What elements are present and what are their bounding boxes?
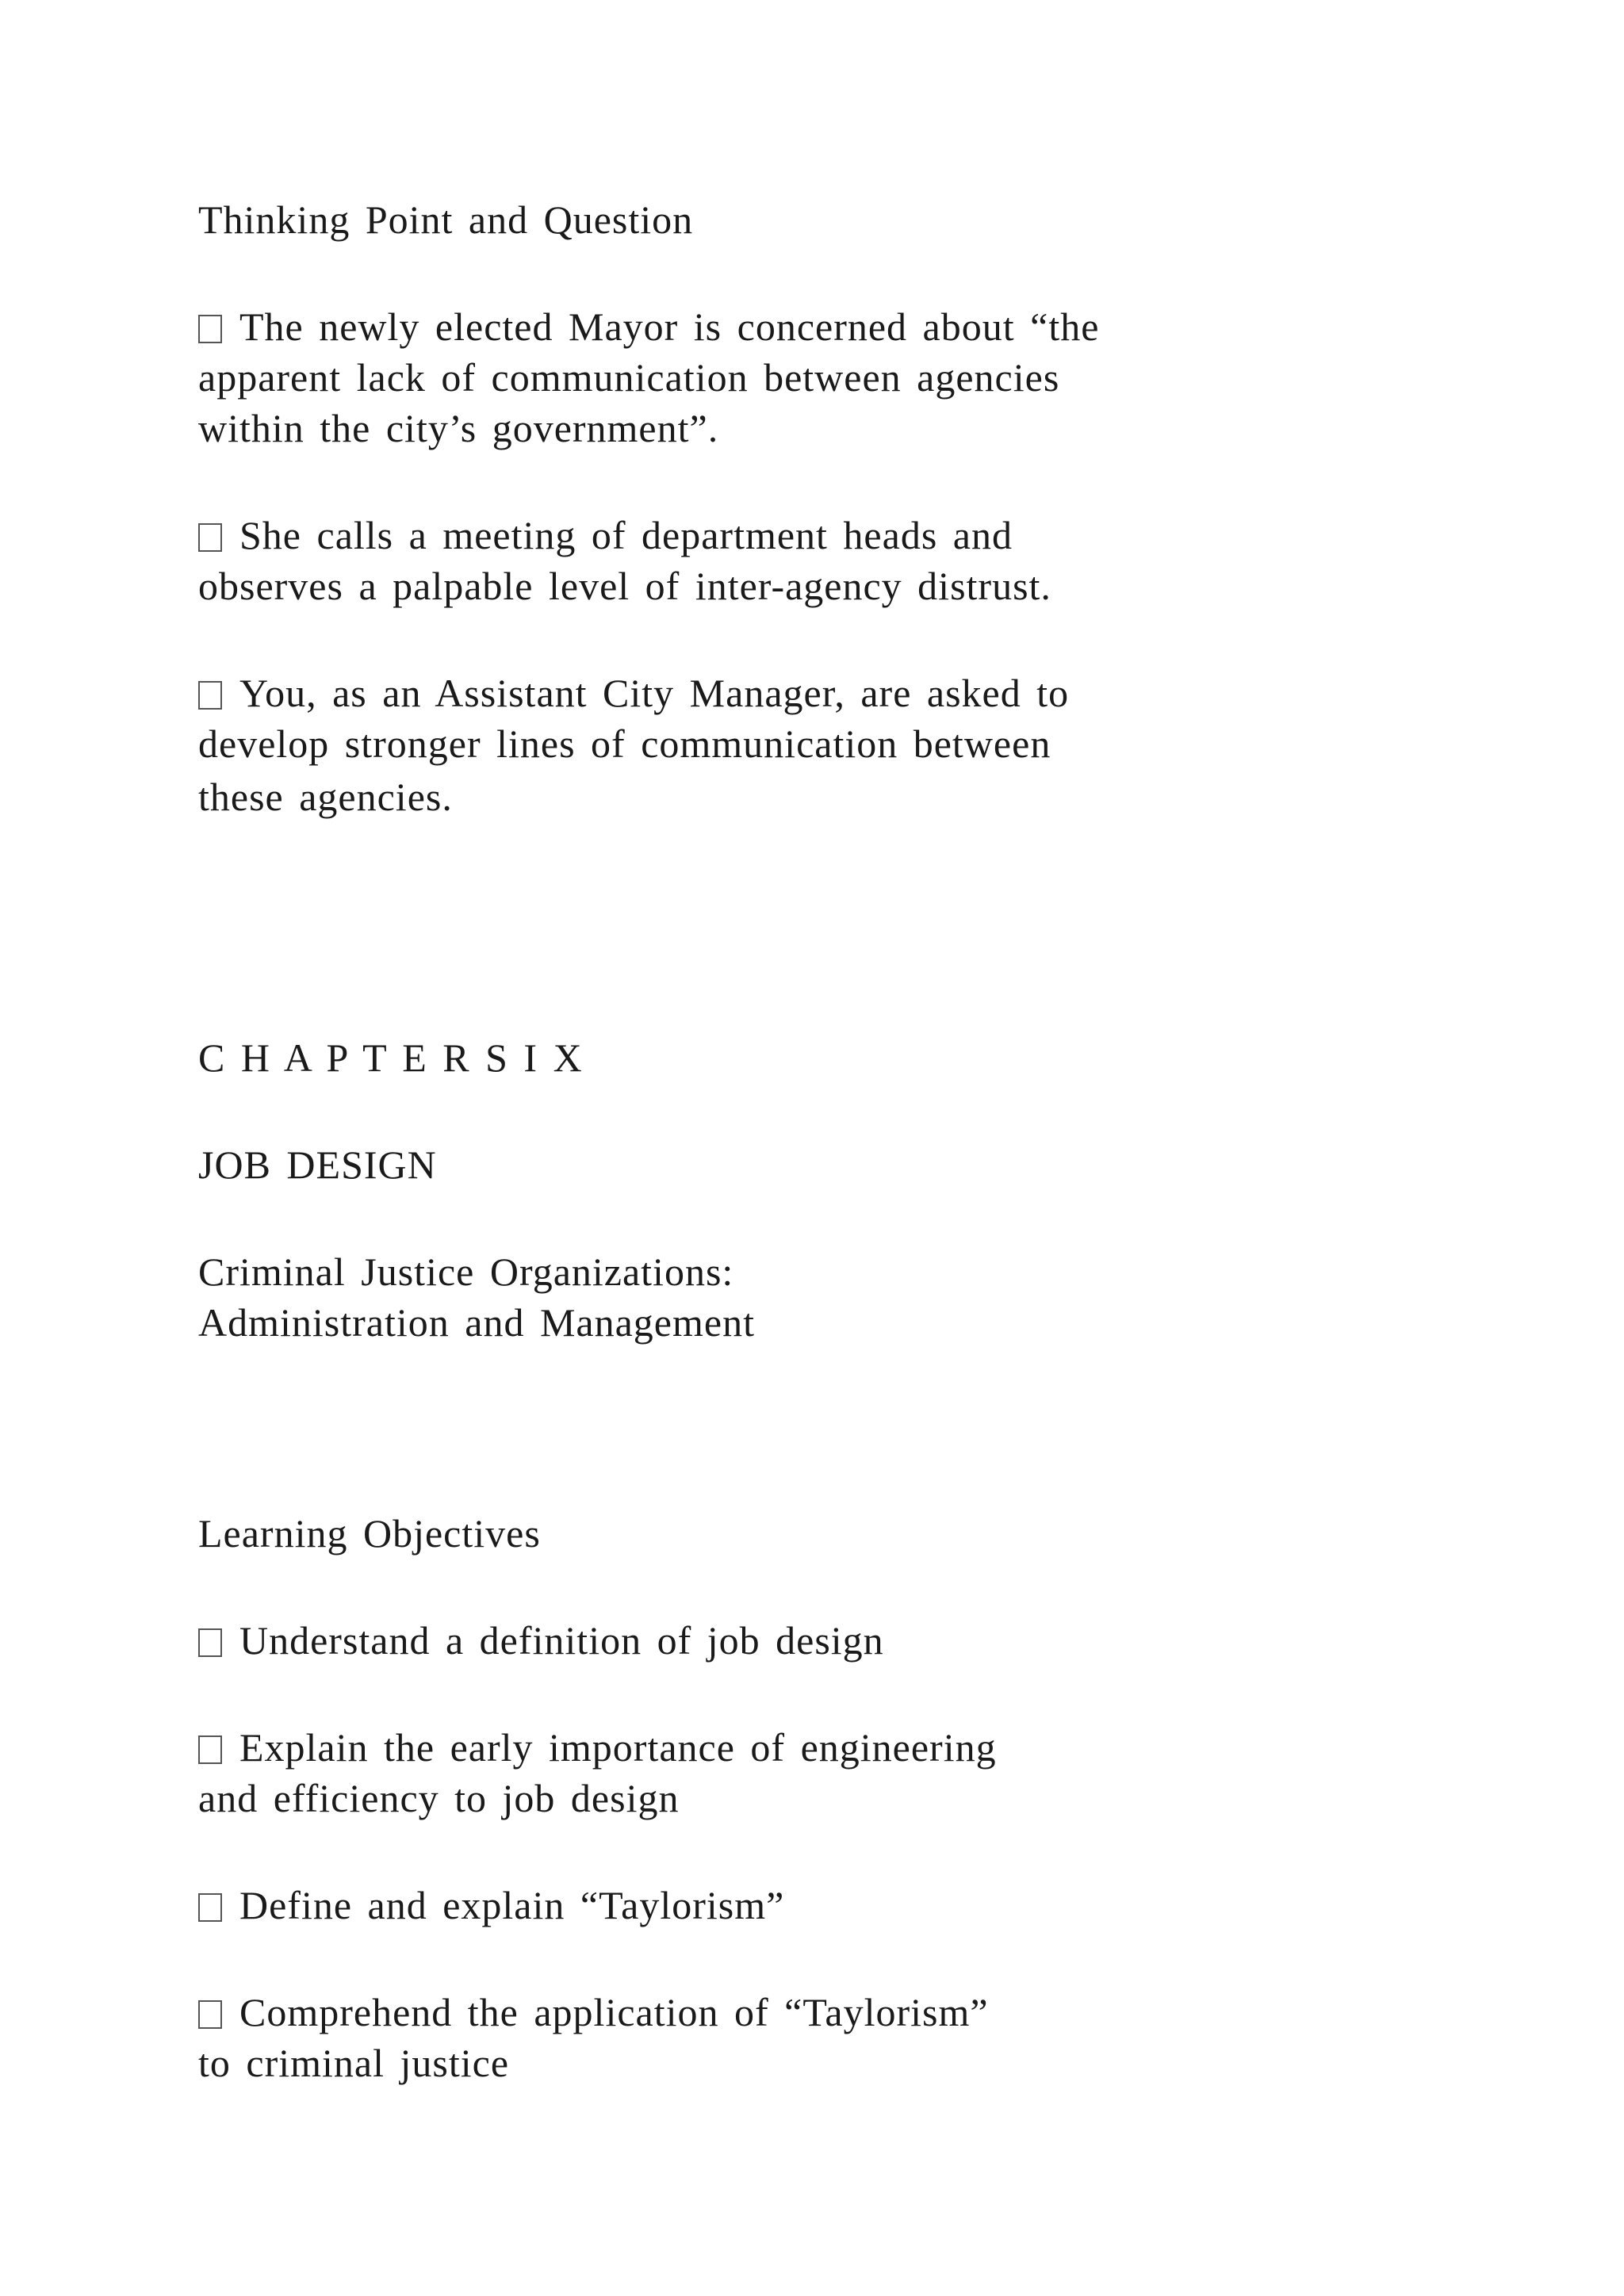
bullet-text: You, as an Assistant City Manager, are asked to: [239, 671, 1070, 715]
chapter-title: JOB DESIGN: [198, 1142, 437, 1187]
bullet-text: Comprehend the application of “Taylorism”: [239, 1990, 989, 2034]
bullet-box-icon: [198, 1628, 222, 1657]
bullet-continuation: observes a palpable level of inter-agency distrust.: [198, 564, 1051, 608]
bullet-box-icon: [198, 681, 222, 710]
bullet-continuation: and efficiency to job design: [198, 1776, 680, 1820]
bullet-continuation: apparent lack of communication between agencies: [198, 355, 1060, 400]
section-heading: Thinking Point and Question: [198, 197, 694, 242]
bullet-continuation: to criminal justice: [198, 2041, 510, 2085]
bullet-continuation: within the city’s government”.: [198, 406, 719, 450]
bullet-line: [198, 1615, 884, 1666]
bullet-box-icon: [198, 523, 222, 552]
bullet-text: She calls a meeting of department heads and: [239, 513, 1013, 557]
book-title-line: Criminal Justice Organizations:: [198, 1249, 734, 1294]
bullet-continuation: develop stronger lines of communication between: [198, 721, 1051, 766]
chapter-label: C H A P T E R S I X: [198, 1035, 583, 1080]
section-heading: Learning Objectives: [198, 1511, 541, 1556]
bullet-text: The newly elected Mayor is concerned about “the: [239, 304, 1100, 349]
bullet-line: [198, 510, 1013, 561]
bullet-box-icon: [198, 315, 222, 343]
bullet-box-icon: [198, 2000, 222, 2029]
book-title-line: Administration and Management: [198, 1300, 755, 1345]
bullet-text: Define and explain “Taylorism”: [239, 1883, 785, 1927]
bullet-text: Explain the early importance of engineering: [239, 1725, 997, 1770]
bullet-continuation: these agencies.: [198, 775, 453, 819]
bullet-line: [198, 301, 1099, 352]
bullet-line: [198, 1722, 997, 1773]
bullet-box-icon: [198, 1893, 222, 1922]
bullet-box-icon: [198, 1735, 222, 1764]
bullet-line: [198, 668, 1069, 718]
bullet-line: [198, 1880, 784, 1931]
bullet-line: [198, 1987, 989, 2038]
bullet-text: Understand a definition of job design: [239, 1618, 884, 1663]
